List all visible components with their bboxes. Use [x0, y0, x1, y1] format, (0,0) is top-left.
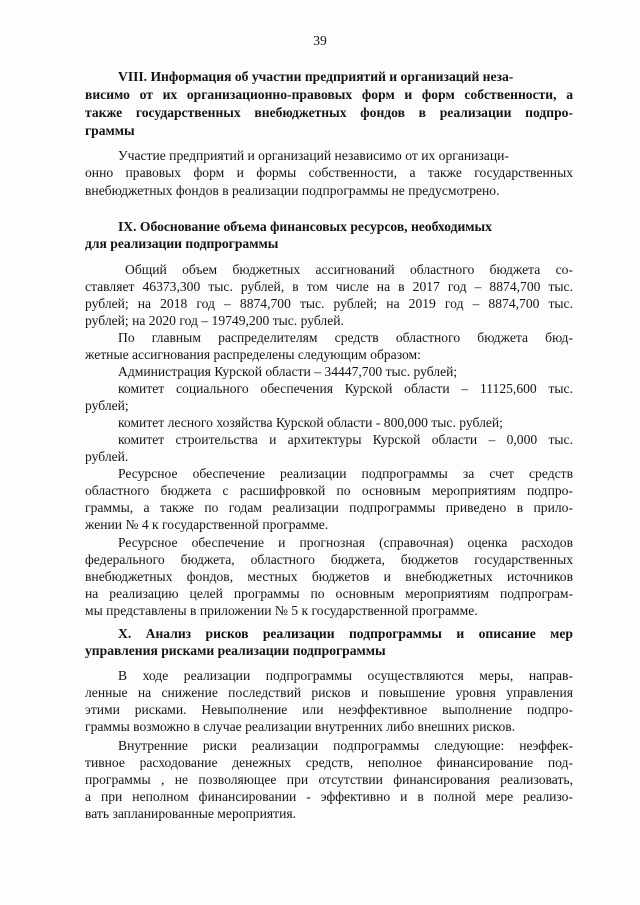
section-9-body-line-11: комитет строительства и архитектуры Курской области – 0,000 тыс.: [118, 432, 573, 447]
section-10-heading-line-2: управления рисками реализации подпрограммы: [85, 643, 386, 658]
section-9-body-line-4: рублей; на 2020 год – 19749,200 тыс. рублей.: [85, 313, 344, 328]
section-10-body-line-9: вать запланированные мероприятия.: [85, 806, 297, 821]
section-8-heading-line-1: VIII. Информация об участии предприятий и организаций неза-: [118, 69, 514, 84]
section-9-body-line-15: граммы, а также по годам реализации подпрограммы приведено в прило-: [85, 500, 573, 515]
section-9-body-line-20: на реализацию целей программы по основным мероприятиям подпрограм-: [85, 586, 573, 601]
section-8-heading-line-2: висимо от их организационно-правовых форм и форм собственности, а: [85, 87, 573, 102]
section-8-heading-line-4: граммы: [85, 123, 135, 138]
section-8-heading-line-3: также государственных внебюджетных фондов в реализации подпро-: [85, 105, 573, 120]
section-9-body-line-6: жетные ассигнования распределены следующим образом:: [85, 347, 421, 362]
section-9-body-line-5: По главным распределителям средств областного бюджета бюд-: [118, 330, 573, 345]
section-10-body-line-5: Внутренние риски реализации подпрограммы следующие: неэффек-: [118, 738, 573, 753]
section-10-body-line-2: ленные на снижение последствий рисков и повышение уровня управления: [85, 685, 573, 700]
section-9-body-line-19: внебюджетных фондов, местных бюджетов и внебюджетных источников: [85, 569, 573, 584]
section-9-body-line-12: рублей.: [85, 449, 129, 464]
section-10-body-line-6: тивное расходование денежных средств, неполное финансирование под-: [85, 755, 573, 770]
section-9-heading-line-2: для реализации подпрограммы: [85, 236, 279, 251]
section-9-body-line-7: Администрация Курской области – 34447,700 тыс. рублей;: [118, 364, 458, 379]
page-number: 39: [313, 33, 327, 48]
section-9-body-line-3: рублей; на 2018 год – 8874,700 тыс. рублей; на 2019 год – 8874,700 тыс.: [85, 296, 573, 311]
section-9-heading-line-1: IX. Обоснование объема финансовых ресурсов, необходимых: [118, 219, 492, 234]
section-9-body-line-13: Ресурсное обеспечение реализации подпрограммы за счет средств: [118, 466, 573, 481]
section-10-body-line-1: В ходе реализации подпрограммы осуществляются меры, направ-: [118, 668, 573, 683]
section-9-body-line-18: федерального бюджета, областного бюджета, бюджетов государственных: [85, 552, 573, 567]
section-10-heading-line-1: X. Анализ рисков реализации подпрограммы и описание мер: [118, 626, 573, 641]
section-9-body-line-21: мы представлены в приложении № 5 к государственной программе.: [85, 603, 478, 618]
section-10-body-line-3: этими рисками. Невыполнение или неэффективное выполнение подпро-: [85, 702, 573, 717]
section-9-body-line-14: областного бюджета с расшифровкой по основным мероприятиям подпро-: [85, 483, 573, 498]
section-8-body-line-2: онно правовых форм и формы собственности, а также государственных: [85, 165, 573, 180]
section-9-body-line-10: комитет лесного хозяйства Курской области - 800,000 тыс. рублей;: [118, 415, 503, 430]
section-9-body-line-8: комитет социального обеспечения Курской области – 11125,600 тыс.: [118, 381, 573, 396]
section-9-body-line-17: Ресурсное обеспечение и прогнозная (справочная) оценка расходов: [118, 535, 573, 550]
section-10-body-line-4: граммы возможно в случае реализации внутренних либо внешних рисков.: [85, 719, 516, 734]
section-8-body-line-1: Участие предприятий и организаций независимо от их организаци-: [118, 148, 509, 163]
section-10-body-line-7: программы , не позволяющее при отсутствии финансирования реализовать,: [85, 772, 573, 787]
section-8-body-line-3: внебюджетных фондов в реализации подпрограммы не предусмотрено.: [85, 183, 500, 198]
section-9-body-line-9: рублей;: [85, 398, 129, 413]
section-9-body-line-2: ставляет 46373,300 тыс. рублей, в том числе на в 2017 год – 8874,700 тыс.: [85, 279, 573, 294]
section-9-body-line-1: Общий объем бюджетных ассигнований областного бюджета со-: [125, 262, 573, 277]
section-9-body-line-16: жении № 4 к государственной программе.: [85, 517, 329, 532]
section-10-body-line-8: а при неполном финансировании - эффективно и в полной мере реализо-: [85, 789, 573, 804]
